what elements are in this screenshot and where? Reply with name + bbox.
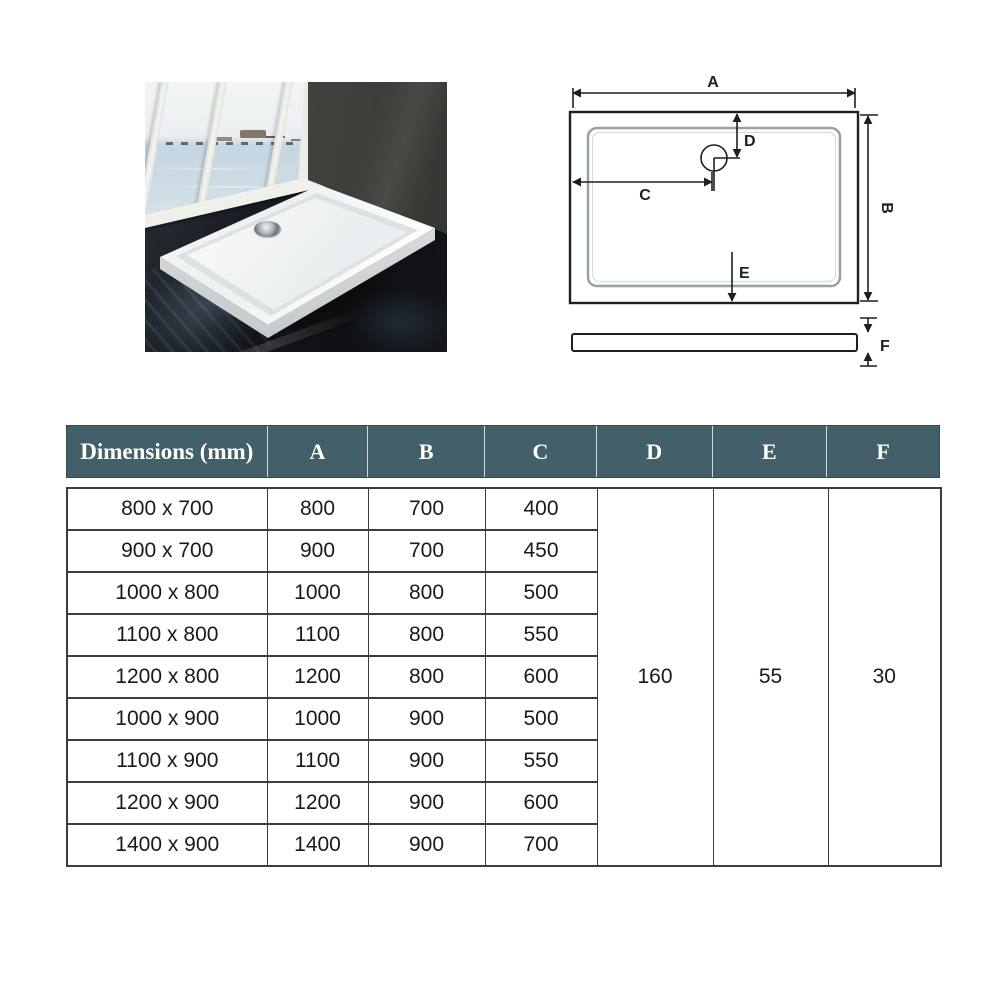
c-cell: 500 [485,572,597,614]
product-photo [145,82,447,352]
size-cell: 1100 x 800 [67,614,267,656]
f-shared-cell: 30 [828,488,941,866]
c-cell: 600 [485,782,597,824]
header-cell-dimensions: Dimensions (mm) [80,438,254,464]
header-cell-f: F [826,426,939,477]
table-header [66,425,940,478]
b-cell: 900 [368,782,485,824]
e-shared-cell: 55 [713,488,828,866]
dim-label-a: A [707,74,719,91]
a-cell: 1100 [267,740,368,782]
b-cell: 900 [368,698,485,740]
c-cell: 550 [485,740,597,782]
size-cell: 1200 x 900 [67,782,267,824]
header-cell-b: B [367,426,484,477]
size-cell: 1400 x 900 [67,824,267,866]
header-cell-d: D [596,426,712,477]
a-cell: 1000 [267,572,368,614]
header-cell-a: A [267,426,368,477]
dim-label-f: F [880,338,890,355]
header-cell-c: C [484,426,596,477]
dimensions-table [66,487,942,867]
dimension-diagram [550,60,950,380]
c-cell: 550 [485,614,597,656]
size-cell: 800 x 700 [67,488,267,530]
size-cell: 900 x 700 [67,530,267,572]
b-cell: 900 [368,740,485,782]
a-cell: 1200 [267,782,368,824]
d-shared-cell: 160 [597,488,713,866]
size-cell: 1000 x 900 [67,698,267,740]
tray-outline-top-view [570,112,858,303]
size-cell: 1100 x 900 [67,740,267,782]
tray-side-view [572,334,857,351]
dim-label-b: B [878,202,895,214]
a-cell: 1100 [267,614,368,656]
a-cell: 800 [267,488,368,530]
c-cell: 600 [485,656,597,698]
b-cell: 700 [368,530,485,572]
table-row [67,488,941,530]
distant-shore [240,130,266,138]
size-cell: 1000 x 800 [67,572,267,614]
a-cell: 900 [267,530,368,572]
c-cell: 500 [485,698,597,740]
c-cell: 700 [485,824,597,866]
b-cell: 800 [368,656,485,698]
dim-label-c: C [639,187,651,204]
a-cell: 1000 [267,698,368,740]
c-cell: 400 [485,488,597,530]
c-cell: 450 [485,530,597,572]
size-cell: 1200 x 800 [67,656,267,698]
b-cell: 900 [368,824,485,866]
drain [254,221,281,237]
a-cell: 1400 [267,824,368,866]
dim-label-e: E [739,265,750,282]
b-cell: 700 [368,488,485,530]
b-cell: 800 [368,572,485,614]
b-cell: 800 [368,614,485,656]
horizon-boats [151,142,309,145]
header-cell-e: E [712,426,827,477]
a-cell: 1200 [267,656,368,698]
dim-label-d: D [744,133,756,150]
